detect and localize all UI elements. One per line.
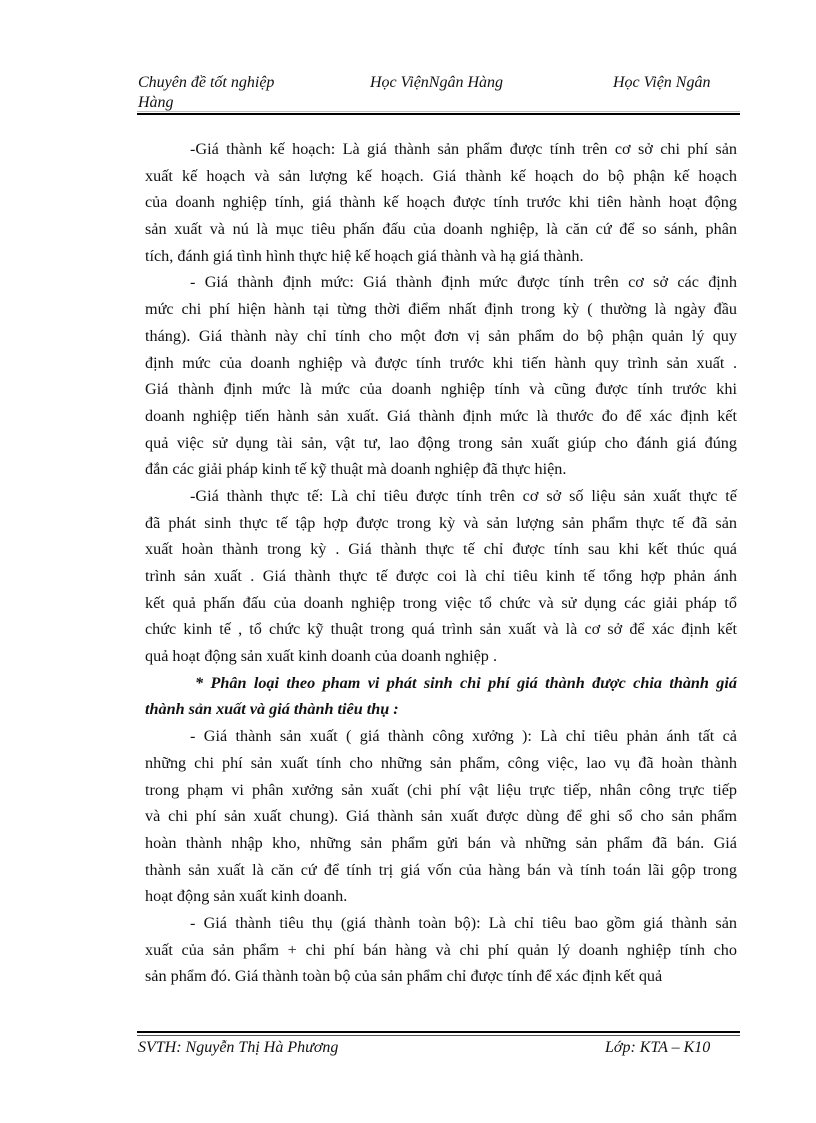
section-heading: [145, 670, 737, 723]
text-line: đắn các giải pháp kinh tế kỹ thuật mà doanh nghiệp đã thực hiện.: [145, 460, 567, 479]
text-line: định mức của doanh nghiệp và được tính trước khi tiến hành quy trình sản xuất .: [145, 353, 737, 372]
text-line: trong phạm vi phân xưởng sản xuất (chi phí vật liệu trực tiếp, nhân công trực tiếp: [145, 780, 737, 799]
text-line: - Giá thành tiêu thụ (giá thành toàn bộ): Là chỉ tiêu bao gồm giá thành sản: [190, 913, 737, 932]
text-line: xuất của sản phẩm + chi phí bán hàng và chi phí quản lý doanh nghiệp tính cho: [145, 940, 737, 959]
text-line: trình sản xuất . Giá thành thực tế được coi là chỉ tiêu kinh tế tổng hợp phản ánh: [145, 567, 737, 585]
text-line: quả việc sử dụng tài sản, vật tư, lao động trong sản xuất giúp cho đánh giá đúng: [145, 433, 737, 452]
footer-rule: [137, 1031, 740, 1033]
text-line: chức kinh tế , tổ chức kỹ thuật trong quá trình sản xuất và là cơ sở để xác định kết: [145, 620, 737, 639]
text-line: đã phát sinh thực tế tập hợp được trong kỳ và sản lượng sản phẩm thực tế đã sản: [145, 513, 737, 532]
text-line: - Giá thành định mức: Giá thành định mức được tính trên cơ sở các định: [190, 273, 737, 292]
text-line: kết quả phấn đấu của doanh nghiệp trong việc tổ chức và sử dụng các giải pháp tổ: [145, 593, 737, 612]
text-line: xuất kế hoạch và sản lượng kế hoạch. Giá thành kế hoạch do bộ phận kế hoạch: [145, 166, 737, 185]
text-line: -Giá thành kế hoạch: Là giá thành sản phẩm được tính trên cơ sở chi phí sản: [190, 140, 737, 158]
text-line: tháng). Giá thành này chỉ tính cho một đơn vị sản phẩm do bộ phận quản lý quy: [145, 326, 737, 345]
footer-rule-thin: [137, 1035, 740, 1036]
text-line: mức chi phí hiện hành tại từng thời điểm nhất định trong kỳ ( thường là ngày đầu: [145, 300, 737, 319]
text-line: xuất hoàn thành trong kỳ . Giá thành thực tế chỉ được tính sau khi kết thúc quá: [145, 540, 737, 559]
paragraph: [145, 910, 737, 990]
text-line: và chi phí sản xuất chung). Giá thành sản xuất được dùng để ghi sổ cho sản phẩm: [145, 807, 737, 826]
text-line: hoàn thành nhập kho, những sản phẩm gửi bán và những sản phẩm đã bán. Giá: [145, 833, 737, 852]
text-line: sản xuất và nú là mục tiêu phấn đấu của doanh nghiệp, là căn cứ để so sánh, phân: [145, 220, 737, 239]
header-title-center: Học ViệnNgân Hàng: [370, 74, 504, 91]
footer-class: Lớp: KTA – K10: [605, 1039, 711, 1056]
text-line: hoạt động sản xuất kinh doanh.: [145, 887, 348, 906]
text-line: sản phẩm đó. Giá thành toàn bộ của sản phẩm chỉ được tính để xác định kết quả: [145, 967, 663, 986]
paragraph: [145, 269, 737, 483]
text-line: Giá thành định mức là mức của doanh nghiệp tính và cũng được tính trước khi: [145, 380, 737, 399]
footer-student-name: SVTH: Nguyễn Thị Hà Phương: [138, 1039, 339, 1056]
text-line: - Giá thành sản xuất ( giá thành công xưởng ): Là chỉ tiêu phản ánh tất cả: [190, 727, 737, 746]
header-rule: [137, 113, 740, 115]
paragraph: [145, 136, 737, 269]
header-title-right: Học Viện Ngân: [613, 74, 711, 91]
text-line: thành sản xuất là căn cứ để tính trị giá vốn của hàng bán và tính toán lãi gộp trong: [145, 860, 737, 879]
paragraph: [145, 483, 737, 670]
header-rule-thin: [137, 111, 740, 112]
text-line: * Phân loại theo pham vi phát sinh chi phí giá thành được chia thành giá: [195, 673, 737, 692]
text-line: quả hoạt động sản xuất kinh doanh của doanh nghiệp .: [145, 647, 497, 666]
text-line: những chi phí sản xuất tính cho những sản phẩm, công việc, lao vụ đã hoàn thành: [145, 753, 737, 772]
text-line: doanh nghiệp tiến hành sản xuất. Giá thành định mức là thước đo để xác định kết: [145, 406, 737, 425]
header-title-left: Chuyên đề tốt nghiệp: [138, 74, 275, 91]
paragraph: [145, 723, 737, 910]
header-title-left-wrap: Hàng: [138, 94, 174, 111]
document-body: [145, 136, 737, 990]
text-line: thành sản xuất và giá thành tiêu thụ :: [145, 700, 399, 719]
text-line: -Giá thành thực tế: Là chỉ tiêu được tính trên cơ sở số liệu sản xuất thực tế: [190, 486, 737, 505]
text-line: của doanh nghiệp tính, giá thành kế hoạch được tính trước khi tiên hành hoạt động: [145, 193, 737, 212]
text-line: tích, đánh giá tình hình thực hiệ kế hoạch giá thành và hạ giá thành.: [145, 246, 584, 265]
